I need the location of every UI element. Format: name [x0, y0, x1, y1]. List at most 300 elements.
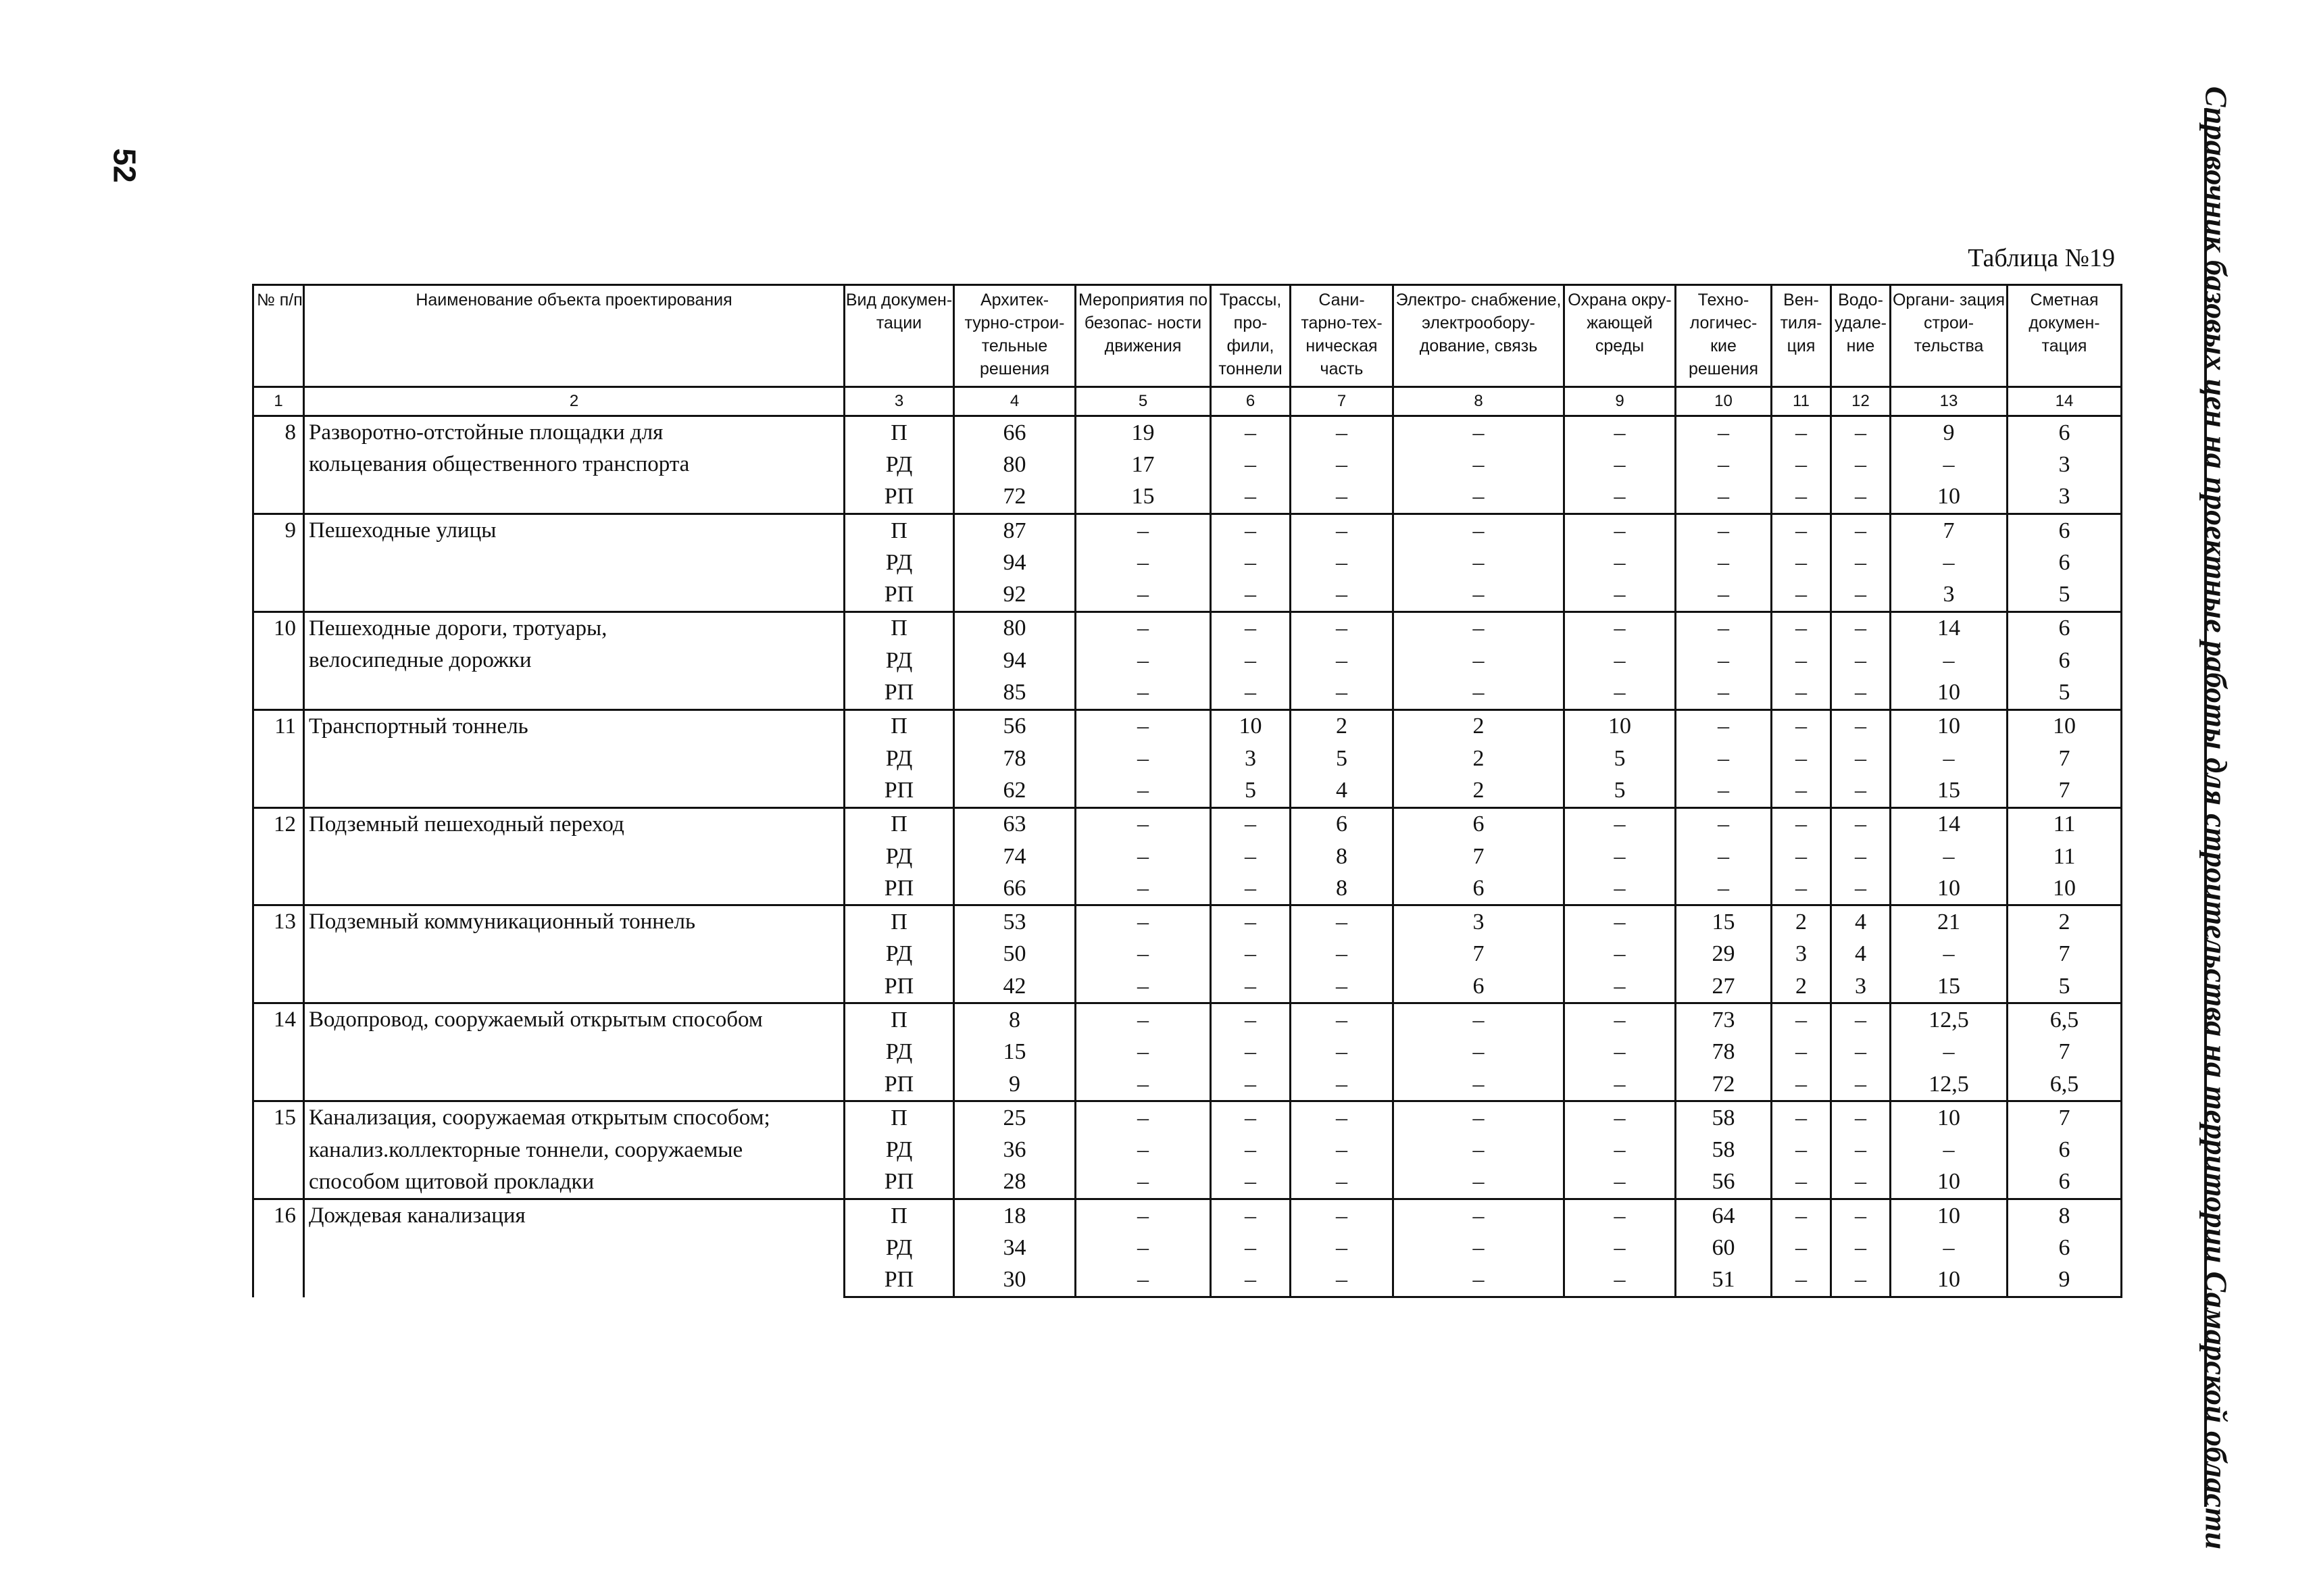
- price-percent-cell: 2: [1291, 709, 1393, 743]
- price-percent-cell: 8: [1291, 872, 1393, 905]
- price-percent-cell: –: [1291, 1264, 1393, 1297]
- price-percent-cell: –: [1076, 676, 1211, 709]
- price-percent-cell: –: [1772, 1264, 1831, 1297]
- price-percent-cell: –: [1076, 1166, 1211, 1199]
- price-percent-cell: –: [1831, 807, 1891, 841]
- object-name: [304, 514, 845, 612]
- price-percent-cell: –: [1831, 743, 1891, 774]
- price-percent-cell: 11: [2008, 807, 2122, 841]
- price-percent-cell: –: [1772, 709, 1831, 743]
- price-percent-cell: 2: [1393, 709, 1564, 743]
- price-percent-cell: –: [1564, 547, 1676, 578]
- price-percent-cell: –: [1393, 547, 1564, 578]
- column-header: Архитек- турно-строи- тельные решения: [954, 285, 1076, 387]
- row-number: 11: [253, 709, 304, 807]
- price-percent-cell: –: [1831, 1134, 1891, 1166]
- price-percent-cell: –: [1211, 1037, 1291, 1068]
- documentation-type: П: [845, 612, 954, 645]
- price-percent-cell: –: [1772, 841, 1831, 872]
- price-percent-cell: 30: [954, 1264, 1076, 1297]
- price-percent-cell: –: [1772, 547, 1831, 578]
- price-percent-cell: –: [1211, 416, 1291, 449]
- price-percent-cell: –: [1211, 1003, 1291, 1037]
- object-name: [304, 709, 845, 807]
- price-percent-cell: –: [1676, 743, 1772, 774]
- price-percent-cell: 7: [2008, 1037, 2122, 1068]
- object-name-line: кольцевания общественного транспорта: [309, 452, 690, 477]
- table-row: [253, 1003, 2122, 1037]
- price-percent-cell: –: [1393, 612, 1564, 645]
- price-percent-cell: –: [1211, 449, 1291, 480]
- price-percent-cell: –: [1291, 1199, 1393, 1232]
- price-percent-cell: –: [1564, 449, 1676, 480]
- price-percent-cell: 14: [1891, 612, 2008, 645]
- price-percent-cell: 21: [1891, 905, 2008, 939]
- price-percent-cell: 73: [1676, 1003, 1772, 1037]
- documentation-type: РД: [845, 1134, 954, 1166]
- price-percent-cell: –: [1891, 645, 2008, 676]
- price-table: [252, 284, 2122, 1298]
- price-percent-cell: –: [1676, 645, 1772, 676]
- price-percent-cell: 18: [954, 1199, 1076, 1232]
- price-percent-cell: –: [1831, 1037, 1891, 1068]
- price-percent-cell: –: [1831, 676, 1891, 709]
- price-percent-cell: –: [1676, 449, 1772, 480]
- price-percent-cell: –: [1831, 1068, 1891, 1101]
- price-percent-cell: –: [1211, 970, 1291, 1003]
- price-percent-cell: –: [1831, 1232, 1891, 1264]
- price-percent-cell: 15: [954, 1037, 1076, 1068]
- price-percent-cell: –: [1211, 547, 1291, 578]
- price-percent-cell: –: [1831, 547, 1891, 578]
- price-percent-cell: 10: [1891, 481, 2008, 514]
- price-percent-cell: 6: [2008, 547, 2122, 578]
- row-number: 12: [253, 807, 304, 905]
- price-percent-cell: 6,5: [2008, 1003, 2122, 1037]
- price-percent-cell: –: [1772, 1166, 1831, 1199]
- column-number: 12: [1831, 387, 1891, 416]
- object-name-line: Водопровод, сооружаемый открытым способом: [309, 1007, 763, 1032]
- price-percent-cell: –: [1831, 841, 1891, 872]
- price-percent-cell: –: [1676, 872, 1772, 905]
- price-percent-cell: 15: [1076, 481, 1211, 514]
- column-number: 2: [304, 387, 845, 416]
- price-percent-cell: –: [1076, 645, 1211, 676]
- column-header: № п/п: [253, 285, 304, 387]
- price-percent-cell: 5: [2008, 970, 2122, 1003]
- price-percent-cell: 3: [1211, 743, 1291, 774]
- price-percent-cell: –: [1291, 514, 1393, 547]
- table-header-row: [253, 285, 2122, 387]
- table-row: [253, 807, 2122, 841]
- table-row: [253, 416, 2122, 449]
- documentation-type: П: [845, 1199, 954, 1232]
- price-percent-cell: 9: [2008, 1264, 2122, 1297]
- price-percent-cell: –: [1393, 514, 1564, 547]
- price-percent-cell: –: [1076, 709, 1211, 743]
- documentation-type: РП: [845, 481, 954, 514]
- price-percent-cell: –: [1564, 1003, 1676, 1037]
- price-percent-cell: 58: [1676, 1101, 1772, 1134]
- price-percent-cell: 5: [1291, 743, 1393, 774]
- documentation-type: РП: [845, 578, 954, 612]
- table-caption: Таблица №19: [1968, 244, 2115, 272]
- price-percent-cell: –: [1393, 1166, 1564, 1199]
- price-percent-cell: –: [1393, 1264, 1564, 1297]
- price-percent-cell: 6: [2008, 1134, 2122, 1166]
- price-percent-cell: –: [1076, 970, 1211, 1003]
- object-name-line: Пешеходные улицы: [309, 518, 497, 543]
- price-percent-cell: –: [1211, 1134, 1291, 1166]
- price-percent-cell: –: [1564, 939, 1676, 970]
- price-percent-cell: –: [1211, 1232, 1291, 1264]
- row-number: 13: [253, 905, 304, 1003]
- price-percent-cell: –: [1291, 547, 1393, 578]
- price-percent-cell: –: [1772, 872, 1831, 905]
- documentation-type: РП: [845, 872, 954, 905]
- price-percent-cell: 6: [2008, 416, 2122, 449]
- price-percent-cell: –: [1831, 1101, 1891, 1134]
- price-percent-cell: 29: [1676, 939, 1772, 970]
- price-percent-cell: –: [1291, 1232, 1393, 1264]
- documentation-type: РД: [845, 1232, 954, 1264]
- price-percent-cell: –: [1393, 1037, 1564, 1068]
- price-percent-cell: 72: [954, 481, 1076, 514]
- price-percent-cell: –: [1291, 1037, 1393, 1068]
- object-name-line: Дождевая канализация: [309, 1203, 526, 1228]
- price-percent-cell: –: [1676, 578, 1772, 612]
- price-percent-cell: 6: [1393, 872, 1564, 905]
- price-percent-cell: 9: [954, 1068, 1076, 1101]
- price-percent-cell: 6: [2008, 612, 2122, 645]
- price-percent-cell: 56: [1676, 1166, 1772, 1199]
- price-percent-cell: –: [1076, 774, 1211, 807]
- price-percent-cell: –: [1831, 709, 1891, 743]
- price-percent-cell: –: [1564, 1101, 1676, 1134]
- price-percent-cell: 3: [1772, 939, 1831, 970]
- price-percent-cell: –: [1393, 1199, 1564, 1232]
- documentation-type: П: [845, 709, 954, 743]
- documentation-type: РП: [845, 774, 954, 807]
- price-percent-cell: 4: [1291, 774, 1393, 807]
- price-percent-cell: –: [1564, 514, 1676, 547]
- price-percent-cell: –: [1076, 578, 1211, 612]
- price-percent-cell: –: [1891, 1037, 2008, 1068]
- price-percent-cell: –: [1891, 1134, 2008, 1166]
- price-percent-cell: 15: [1891, 970, 2008, 1003]
- price-percent-cell: –: [1564, 807, 1676, 841]
- column-header: Трассы, про- фили, тоннели: [1211, 285, 1291, 387]
- price-percent-cell: 27: [1676, 970, 1772, 1003]
- table-row: [253, 514, 2122, 547]
- object-name: [304, 416, 845, 514]
- documentation-type: РД: [845, 645, 954, 676]
- price-percent-cell: 8: [954, 1003, 1076, 1037]
- price-percent-cell: –: [1076, 1264, 1211, 1297]
- object-name: [304, 1199, 845, 1297]
- price-percent-cell: 80: [954, 612, 1076, 645]
- object-name: [304, 807, 845, 905]
- price-percent-cell: –: [1831, 612, 1891, 645]
- column-number: 8: [1393, 387, 1564, 416]
- column-number: 14: [2008, 387, 2122, 416]
- documentation-type: П: [845, 1101, 954, 1134]
- price-percent-cell: –: [1676, 547, 1772, 578]
- price-percent-cell: –: [1076, 1232, 1211, 1264]
- documentation-type: РД: [845, 939, 954, 970]
- price-percent-cell: –: [1211, 1166, 1291, 1199]
- price-percent-cell: 5: [1564, 774, 1676, 807]
- documentation-type: РД: [845, 841, 954, 872]
- column-number: 4: [954, 387, 1076, 416]
- column-number: 1: [253, 387, 304, 416]
- price-percent-cell: –: [1564, 905, 1676, 939]
- price-percent-cell: 2: [1393, 774, 1564, 807]
- column-number: 5: [1076, 387, 1211, 416]
- row-number: 9: [253, 514, 304, 612]
- documentation-type: РД: [845, 547, 954, 578]
- price-percent-cell: –: [1772, 578, 1831, 612]
- price-percent-cell: –: [1291, 1166, 1393, 1199]
- price-percent-cell: –: [1831, 514, 1891, 547]
- object-name: [304, 905, 845, 1003]
- price-percent-cell: –: [1211, 578, 1291, 612]
- price-percent-cell: 66: [954, 416, 1076, 449]
- price-percent-cell: 12,5: [1891, 1003, 2008, 1037]
- documentation-type: П: [845, 905, 954, 939]
- price-percent-cell: 6: [2008, 1166, 2122, 1199]
- price-percent-cell: –: [1564, 1199, 1676, 1232]
- price-percent-cell: 10: [1564, 709, 1676, 743]
- price-percent-cell: –: [1211, 1068, 1291, 1101]
- price-percent-cell: –: [1076, 1068, 1211, 1101]
- page-number-text: 52: [107, 148, 143, 183]
- price-percent-cell: 10: [1891, 1199, 2008, 1232]
- price-percent-cell: 10: [1891, 709, 2008, 743]
- price-percent-cell: 4: [1831, 905, 1891, 939]
- price-percent-cell: –: [1393, 481, 1564, 514]
- price-percent-cell: 28: [954, 1166, 1076, 1199]
- price-percent-cell: –: [1211, 1101, 1291, 1134]
- price-percent-cell: –: [1076, 872, 1211, 905]
- price-percent-cell: –: [1891, 449, 2008, 480]
- price-percent-cell: 85: [954, 676, 1076, 709]
- price-percent-cell: –: [1772, 774, 1831, 807]
- documentation-type: РП: [845, 676, 954, 709]
- price-percent-cell: 6: [2008, 514, 2122, 547]
- price-percent-cell: –: [1564, 872, 1676, 905]
- price-percent-cell: –: [1831, 449, 1891, 480]
- price-percent-cell: –: [1772, 676, 1831, 709]
- price-percent-cell: 2: [1772, 905, 1831, 939]
- price-percent-cell: 10: [1891, 1264, 2008, 1297]
- price-percent-cell: –: [1564, 645, 1676, 676]
- price-percent-cell: –: [1772, 449, 1831, 480]
- price-percent-cell: 78: [954, 743, 1076, 774]
- table-row: [253, 709, 2122, 743]
- price-percent-cell: 50: [954, 939, 1076, 970]
- price-percent-cell: 42: [954, 970, 1076, 1003]
- price-percent-cell: 10: [2008, 872, 2122, 905]
- price-percent-cell: 80: [954, 449, 1076, 480]
- price-percent-cell: –: [1211, 612, 1291, 645]
- price-percent-cell: 6: [2008, 1232, 2122, 1264]
- price-percent-cell: 10: [1211, 709, 1291, 743]
- price-percent-cell: –: [1831, 645, 1891, 676]
- price-percent-cell: 5: [2008, 578, 2122, 612]
- price-percent-cell: –: [1831, 1264, 1891, 1297]
- price-percent-cell: –: [1393, 1232, 1564, 1264]
- price-percent-cell: –: [1291, 612, 1393, 645]
- price-percent-cell: –: [1891, 743, 2008, 774]
- documentation-type: П: [845, 514, 954, 547]
- price-percent-cell: 17: [1076, 449, 1211, 480]
- table-row: [253, 1101, 2122, 1134]
- price-percent-cell: –: [1211, 939, 1291, 970]
- price-percent-cell: –: [1564, 1068, 1676, 1101]
- price-percent-cell: –: [1393, 1101, 1564, 1134]
- price-percent-cell: –: [1211, 645, 1291, 676]
- row-number: 15: [253, 1101, 304, 1199]
- price-percent-cell: 3: [2008, 481, 2122, 514]
- price-percent-cell: –: [1564, 1166, 1676, 1199]
- price-percent-cell: 58: [1676, 1134, 1772, 1166]
- column-number: 7: [1291, 387, 1393, 416]
- price-percent-cell: 3: [1891, 578, 2008, 612]
- price-percent-cell: –: [1831, 1199, 1891, 1232]
- column-header: Наименование объекта проектирования: [304, 285, 845, 387]
- price-percent-cell: 94: [954, 547, 1076, 578]
- price-percent-cell: –: [1393, 1134, 1564, 1166]
- table-row: [253, 1199, 2122, 1232]
- price-percent-cell: 5: [2008, 676, 2122, 709]
- price-percent-cell: –: [1291, 676, 1393, 709]
- object-name: [304, 1003, 845, 1101]
- price-percent-cell: 14: [1891, 807, 2008, 841]
- table-body: [253, 416, 2122, 1297]
- price-percent-cell: 7: [2008, 1101, 2122, 1134]
- price-percent-cell: –: [1676, 481, 1772, 514]
- object-name-line: способом щитовой прокладки: [309, 1169, 595, 1194]
- price-percent-cell: 78: [1676, 1037, 1772, 1068]
- object-name-line: канализ.коллекторные тоннели, сооружаемые: [309, 1137, 743, 1162]
- price-percent-cell: –: [1211, 676, 1291, 709]
- price-percent-cell: –: [1076, 807, 1211, 841]
- row-number: 14: [253, 1003, 304, 1101]
- column-header: Сметная докумен- тация: [2008, 285, 2122, 387]
- price-percent-cell: –: [1772, 1232, 1831, 1264]
- price-percent-cell: –: [1676, 416, 1772, 449]
- price-percent-cell: –: [1676, 612, 1772, 645]
- column-header: Водо- удале- ние: [1831, 285, 1891, 387]
- price-percent-cell: –: [1211, 807, 1291, 841]
- object-name-line: Пешеходные дороги, тротуары,: [309, 616, 607, 641]
- price-percent-cell: –: [1772, 645, 1831, 676]
- price-percent-cell: –: [1891, 547, 2008, 578]
- price-percent-cell: 25: [954, 1101, 1076, 1134]
- price-percent-cell: 6,5: [2008, 1068, 2122, 1101]
- price-percent-cell: 64: [1676, 1199, 1772, 1232]
- price-percent-cell: 10: [1891, 1101, 2008, 1134]
- price-percent-cell: 5: [1211, 774, 1291, 807]
- table-row: [253, 905, 2122, 939]
- price-percent-cell: –: [1564, 1134, 1676, 1166]
- price-percent-cell: 3: [1831, 970, 1891, 1003]
- price-percent-cell: 15: [1676, 905, 1772, 939]
- price-percent-cell: –: [1211, 905, 1291, 939]
- price-percent-cell: –: [1291, 1003, 1393, 1037]
- price-percent-cell: 7: [1393, 841, 1564, 872]
- documentation-type: П: [845, 1003, 954, 1037]
- table-row: [253, 612, 2122, 645]
- price-percent-cell: –: [1564, 1232, 1676, 1264]
- price-percent-cell: 94: [954, 645, 1076, 676]
- price-percent-cell: 2: [1772, 970, 1831, 1003]
- column-header: Вен- тиля- ция: [1772, 285, 1831, 387]
- price-percent-cell: –: [1831, 416, 1891, 449]
- price-percent-cell: 8: [2008, 1199, 2122, 1232]
- price-percent-cell: –: [1211, 841, 1291, 872]
- price-percent-cell: 60: [1676, 1232, 1772, 1264]
- price-percent-cell: –: [1676, 514, 1772, 547]
- price-percent-cell: –: [1891, 841, 2008, 872]
- price-percent-cell: –: [1393, 1003, 1564, 1037]
- row-number: 16: [253, 1199, 304, 1297]
- object-name-line: Транспортный тоннель: [309, 714, 528, 739]
- price-percent-cell: 36: [954, 1134, 1076, 1166]
- price-percent-cell: 10: [1891, 676, 2008, 709]
- object-name-line: Разворотно-отстойные площадки для: [309, 420, 664, 445]
- price-percent-cell: –: [1291, 578, 1393, 612]
- price-percent-cell: 2: [2008, 905, 2122, 939]
- price-percent-cell: –: [1772, 514, 1831, 547]
- price-percent-cell: 66: [954, 872, 1076, 905]
- price-percent-cell: 87: [954, 514, 1076, 547]
- documentation-type: П: [845, 416, 954, 449]
- column-number: 11: [1772, 387, 1831, 416]
- row-number: 8: [253, 416, 304, 514]
- price-percent-cell: –: [1076, 905, 1211, 939]
- price-percent-cell: 34: [954, 1232, 1076, 1264]
- price-percent-cell: 7: [1891, 514, 2008, 547]
- price-percent-cell: 62: [954, 774, 1076, 807]
- documentation-type: РД: [845, 743, 954, 774]
- price-percent-cell: 3: [2008, 449, 2122, 480]
- price-percent-cell: –: [1676, 841, 1772, 872]
- price-percent-cell: –: [1772, 807, 1831, 841]
- price-percent-cell: –: [1076, 939, 1211, 970]
- price-percent-cell: 19: [1076, 416, 1211, 449]
- price-percent-cell: –: [1076, 1134, 1211, 1166]
- price-percent-cell: –: [1291, 645, 1393, 676]
- price-percent-cell: –: [1564, 578, 1676, 612]
- price-percent-cell: –: [1676, 709, 1772, 743]
- running-title-text: Справочник базовых цен на проектные работы для строительства на территории Самарской области: [2199, 86, 2234, 1549]
- running-title: [2176, 86, 2257, 1549]
- price-percent-cell: 7: [2008, 774, 2122, 807]
- price-percent-cell: –: [1564, 481, 1676, 514]
- object-name-line: Канализация, сооружаемая открытым способом;: [309, 1105, 770, 1130]
- price-percent-cell: 6: [1393, 807, 1564, 841]
- price-percent-cell: –: [1076, 743, 1211, 774]
- price-percent-cell: –: [1076, 841, 1211, 872]
- object-name-line: велосипедные дорожки: [309, 648, 532, 673]
- price-percent-cell: –: [1772, 1199, 1831, 1232]
- price-percent-cell: 6: [1393, 970, 1564, 1003]
- price-percent-cell: –: [1393, 449, 1564, 480]
- column-header: Сани- тарно-тех- ническая часть: [1291, 285, 1393, 387]
- price-percent-cell: –: [1393, 416, 1564, 449]
